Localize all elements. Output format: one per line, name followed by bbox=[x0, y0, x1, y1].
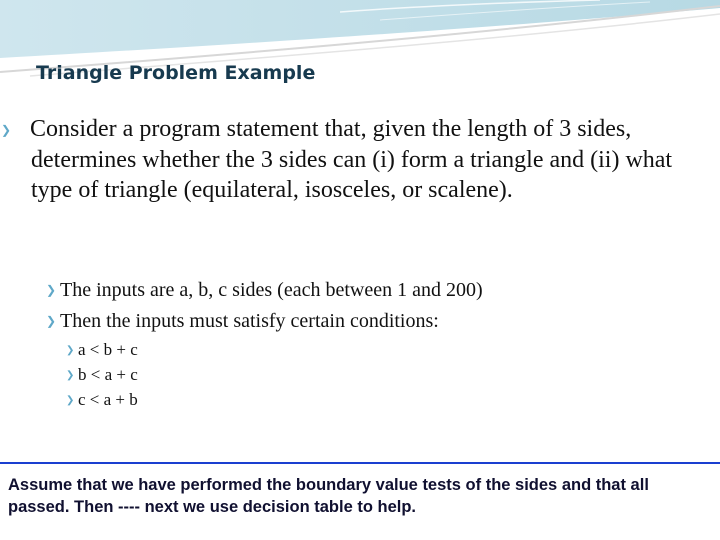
condition-text: c < a + b bbox=[78, 390, 138, 409]
divider bbox=[0, 462, 720, 464]
bullet-icon: ❯ bbox=[66, 370, 75, 381]
main-bullet bbox=[1, 114, 711, 205]
condition-item bbox=[66, 389, 138, 412]
condition-text: b < a + c bbox=[78, 365, 138, 384]
slide-title: Triangle Problem Example bbox=[36, 62, 316, 84]
bullet-icon: ❯ bbox=[46, 314, 57, 328]
bullet-icon: ❯ bbox=[1, 123, 12, 137]
condition-text: a < b + c bbox=[78, 340, 138, 359]
bullet-icon: ❯ bbox=[66, 395, 75, 406]
bullet-icon: ❯ bbox=[46, 283, 57, 297]
main-bullet-text: Consider a program statement that, given the length of 3 sides, determines whether the 3 sides can (i) form a triangle and (ii) what type of triangle (equilateral, isosceles, or scalene). bbox=[30, 116, 673, 203]
condition-item bbox=[66, 364, 138, 387]
bullet-icon: ❯ bbox=[66, 345, 75, 356]
sub-bullet-text: The inputs are a, b, c sides (each between 1 and 200) bbox=[60, 279, 483, 301]
footer-note: Assume that we have performed the boundary value tests of the sides and that all passed. Then ---- next we use decision table to help. bbox=[8, 476, 649, 516]
sub-bullet-text: Then the inputs must satisfy certain conditions: bbox=[60, 310, 439, 332]
sub-bullet bbox=[46, 309, 439, 333]
sub-bullet bbox=[46, 278, 483, 302]
condition-item bbox=[66, 339, 138, 362]
